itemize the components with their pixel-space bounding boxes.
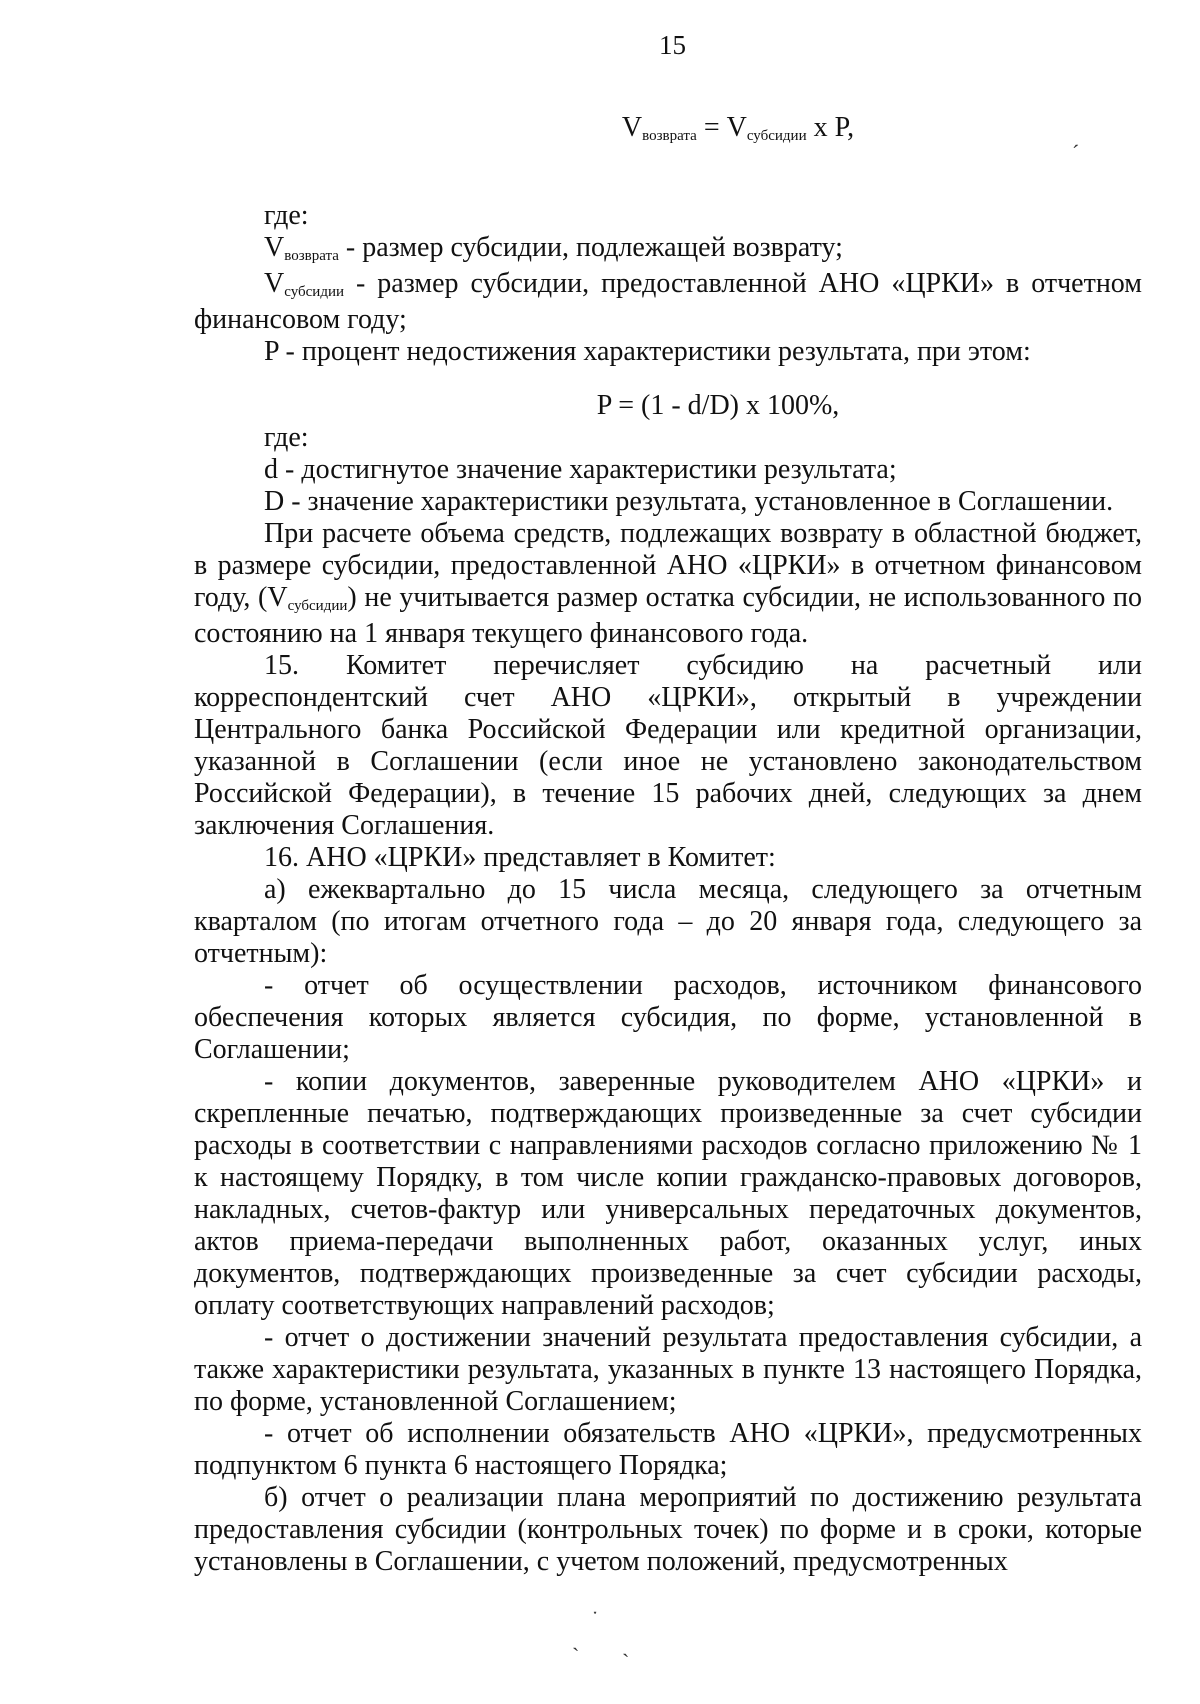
bullet-document-copies: - копии документов, заверенные руководителем АНО «ЦРКИ» и скрепленные печатью, подтверждающих произведенные за счет субсидии расходы в соответствии с направлениями расходов согласно приложению № 1 к настоящему Порядку, в том числе копии гражданско-правовых договоров, накладных, счетов-фактур или универсальных передаточных документов, актов приема-передачи выполненных работ, оказанных услуг, иных документов, подтверждающих произведенные за счет субсидии расходы, оплату соответствующих направлений расходов; bbox=[194, 1066, 1142, 1321]
paragraph-item-15: 15. Комитет перечисляет субсидию на расчетный или корреспондентский счет АНО «ЦРКИ», открытый в учреждении Центрального банка Российской Федерации или кредитной организации, указанной в Соглашении (если иное не установлено законодательством Российской Федерации), в течение 15 рабочих дней, следующих за днем заключения Соглашения. bbox=[194, 650, 1142, 841]
scan-mark: ˊ bbox=[1072, 140, 1080, 165]
bullet-result-report: - отчет о достижении значений результата предоставления субсидии, а также характеристики результата, указанных в пункте 13 настоящего Порядка, по форме, установленной Соглашением; bbox=[194, 1322, 1142, 1417]
definition-v-return: $V_{возврата}$ - размер субсидии, подлежащей возврату; bbox=[264, 232, 843, 264]
page-number: 15 bbox=[659, 30, 686, 60]
where-label-2: где: bbox=[264, 422, 309, 453]
bullet-obligations-report: - отчет об исполнении обязательств АНО «ЦРКИ», предусмотренных подпунктом 6 пункта 6 настоящего Порядка; bbox=[194, 1418, 1142, 1481]
document-body bbox=[194, 112, 1142, 1578]
paragraph-item-16: 16. АНО «ЦРКИ» представляет в Комитет: bbox=[264, 842, 776, 873]
bullet-expense-report: - отчет об осуществлении расходов, источником финансового обеспечения которых является субсидия, по форме, установленной в Соглашении; bbox=[194, 970, 1142, 1065]
paragraph-calculation: При расчете объема средств, подлежащих возврату в областной бюджет, в размере субсидии, предоставленной АНО «ЦРКИ» в отчетном финансовом году, $(V_{субсидии})$ не учитывается размер остатка субсидии, не использованного по состоянию на 1 января текущего финансового года. bbox=[194, 518, 1143, 649]
scan-mark: ˑ bbox=[592, 1602, 599, 1627]
definition-v-subsidy: $V_{субсидии}$ - размер субсидии, предоставленной АНО «ЦРКИ» в отчетном финансовом году; bbox=[194, 268, 1142, 335]
formula-p: P = (1 - d/D) x 100%, bbox=[596, 390, 840, 421]
paragraph-item-16a: а) ежеквартально до 15 числа месяца, следующего за отчетным кварталом (по итогам отчетного года – до 20 января года, следующего за отчетным): bbox=[194, 874, 1142, 969]
formula-return-volume: $V_{возврата} = V_{субсидии}$ x P, bbox=[621, 112, 855, 144]
definition-p: P - процент недостижения характеристики результата, при этом: bbox=[264, 336, 1031, 367]
where-label: где: bbox=[264, 200, 309, 231]
scan-mark: ˎ bbox=[622, 1632, 630, 1657]
paragraph-item-16b: б) отчет о реализации плана мероприятий по достижению результата предоставления субсидии (контрольных точек) по форме и в сроки, которые установлены в Соглашении, с учетом положений, предусмотренных bbox=[194, 1482, 1142, 1577]
definition-d-small: d - достигнутое значение характеристики результата; bbox=[264, 454, 897, 485]
scan-mark: ˎ bbox=[572, 1626, 580, 1651]
definition-d-big: D - значение характеристики результата, установленное в Соглашении. bbox=[264, 486, 1114, 517]
